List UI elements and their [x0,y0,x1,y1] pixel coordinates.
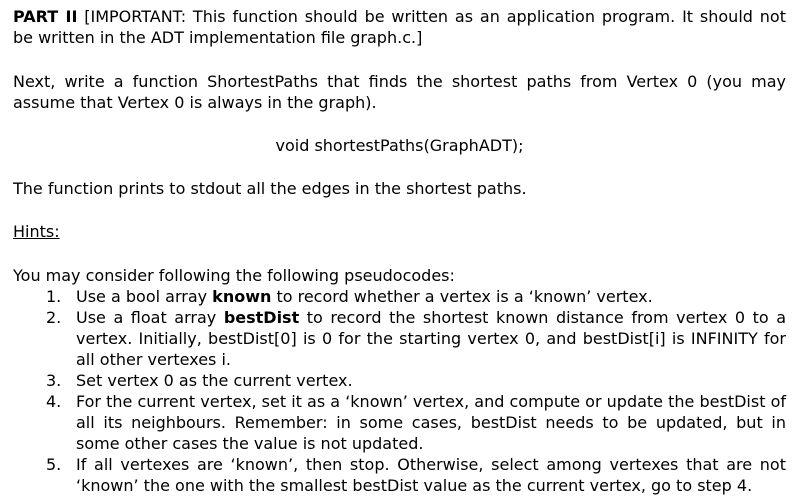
step-item [13,286,786,307]
pseudocode-steps [13,286,786,496]
step-item [13,307,786,370]
step-number: 1. [46,287,62,306]
step-text: to record whether a vertex is a ‘known’ vertex. [271,287,653,306]
step-text: If all vertexes are ‘known’, then stop. Otherwise, select among vertexes that are not ‘known’ the one with the smallest bestDist value as the current vertex, go to step 4. [76,455,786,495]
part-label: PART II [13,7,78,26]
step-text: For the current vertex, set it as a ‘known’ vertex, and compute or update the bestDist of all its neighbours. Remember: in some cases, bestDist needs to be updated, but in some other cases the value is not updated. [76,392,786,453]
step-keyword: known [212,287,272,306]
step-number: 3. [46,371,62,390]
part-intro-paragraph [13,6,786,48]
function-signature: void shortestPaths(GraphADT); [275,136,524,155]
spacer [13,242,786,265]
part-note: [IMPORTANT: This function should be written as an application program. It should not be written in the ADT implementation file graph.c.] [13,7,786,47]
step-item [13,391,786,454]
step-item [13,454,786,496]
spacer [13,199,786,221]
spacer [13,48,786,71]
step-text: Set vertex 0 as the current vertex. [76,371,353,390]
document-body [13,6,786,496]
step-keyword: bestDist [223,308,300,327]
spacer [13,156,786,178]
spacer [13,113,786,135]
step-number: 2. [46,308,62,327]
step-item [13,370,786,391]
step-number: 5. [46,455,62,474]
step-text: Use a bool array [76,287,213,306]
task-paragraph: Next, write a function ShortestPaths that finds the shortest paths from Vertex 0 (you may assume that Vertex 0 is always in the graph). [13,72,786,112]
step-text: to record the shortest known distance from vertex 0 to a vertex. Initially, bestDist[0] is 0 for the starting vertex 0, and bestDist[i] is INFINITY for all other vertexes i. [76,308,787,369]
description-paragraph: The function prints to stdout all the edges in the shortest paths. [13,179,527,198]
step-number: 4. [46,392,62,411]
hints-heading: Hints: [13,222,60,241]
pseudocode-intro: You may consider following the following pseudocodes: [13,266,455,285]
step-text: Use a float array [76,308,224,327]
